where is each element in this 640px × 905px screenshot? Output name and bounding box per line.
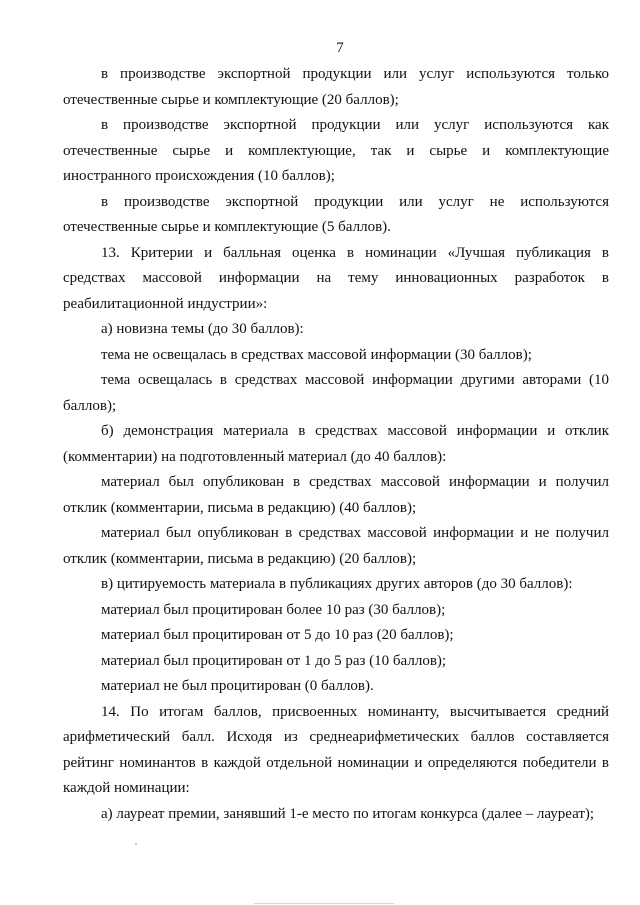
paragraph-cited-1-to-5: материал был процитирован от 1 до 5 раз (10 баллов); — [101, 652, 447, 669]
paragraph-no-domestic-materials: в производстве экспортной продукции или услуг не используются отечественные сырье и комплектующие (5 баллов). — [63, 193, 609, 235]
paragraph-topic-covered: тема освещалась в средствах массовой информации другими авторами (10 баллов); — [63, 372, 609, 414]
scan-speck — [135, 843, 137, 845]
paragraph-item-v-citation: в) цитируемость материала в публикациях других авторов (до 30 баллов): — [101, 576, 573, 592]
paragraph-cited-5-to-10: материал был процитирован от 5 до 10 раз (20 баллов); — [101, 627, 454, 643]
paragraph-item-a-novelty: а) новизна темы (до 30 баллов): — [101, 321, 304, 337]
paragraph-cited-more-than-10: материал был процитирован более 10 раз (30 баллов); — [101, 601, 446, 618]
paragraph-published-with-response: материал был опубликован в средствах массовой информации и получил отклик (комментарии, письма в редакцию) (40 баллов); — [63, 474, 609, 516]
paragraph-section-13-criteria: 13. Критерии и балльная оценка в номинации «Лучшая публикация в средствах массовой информации на тему инновационных разработок в реабилитационной индустрии»: — [63, 244, 609, 312]
paragraph-item-a-laureate: а) лауреат премии, занявший 1-е место по итогам конкурса (далее – лауреат); — [101, 805, 595, 822]
paragraph-item-b-demonstration: б) демонстрация материала в средствах массовой информации и отклик (комментарии) на подготовленный материал (до 40 баллов): — [63, 423, 609, 465]
paragraph-mixed-materials: в производстве экспортной продукции или услуг используются как отечественные сырье и комплектующие, так и сырье и комплектующие иностранного происхождения (10 баллов); — [63, 117, 609, 184]
paragraph-section-14-results: 14. По итогам баллов, присвоенных номинанту, высчитывается средний арифметический балл. Исходя из среднеарифметических баллов составляется рейтинг номинантов в каждой отдельной номинации и определяются победители в каждой номинации: — [63, 703, 609, 796]
paragraph-published-without-response: материал был опубликован в средствах массовой информации и не получил отклик (комментарии, письма в редакцию) (20 баллов); — [63, 525, 609, 567]
scan-edge-line — [254, 903, 394, 904]
paragraph-domestic-materials: в производстве экспортной продукции или услуг используются только отечественные сырье и комплектующие (20 баллов); — [63, 66, 609, 108]
document-body — [63, 62, 609, 827]
page-number: 7 — [336, 40, 344, 56]
paragraph-topic-not-covered: тема не освещалась в средствах массовой информации (30 баллов); — [101, 346, 532, 363]
paragraph-not-cited: материал не был процитирован (0 баллов). — [101, 678, 374, 694]
